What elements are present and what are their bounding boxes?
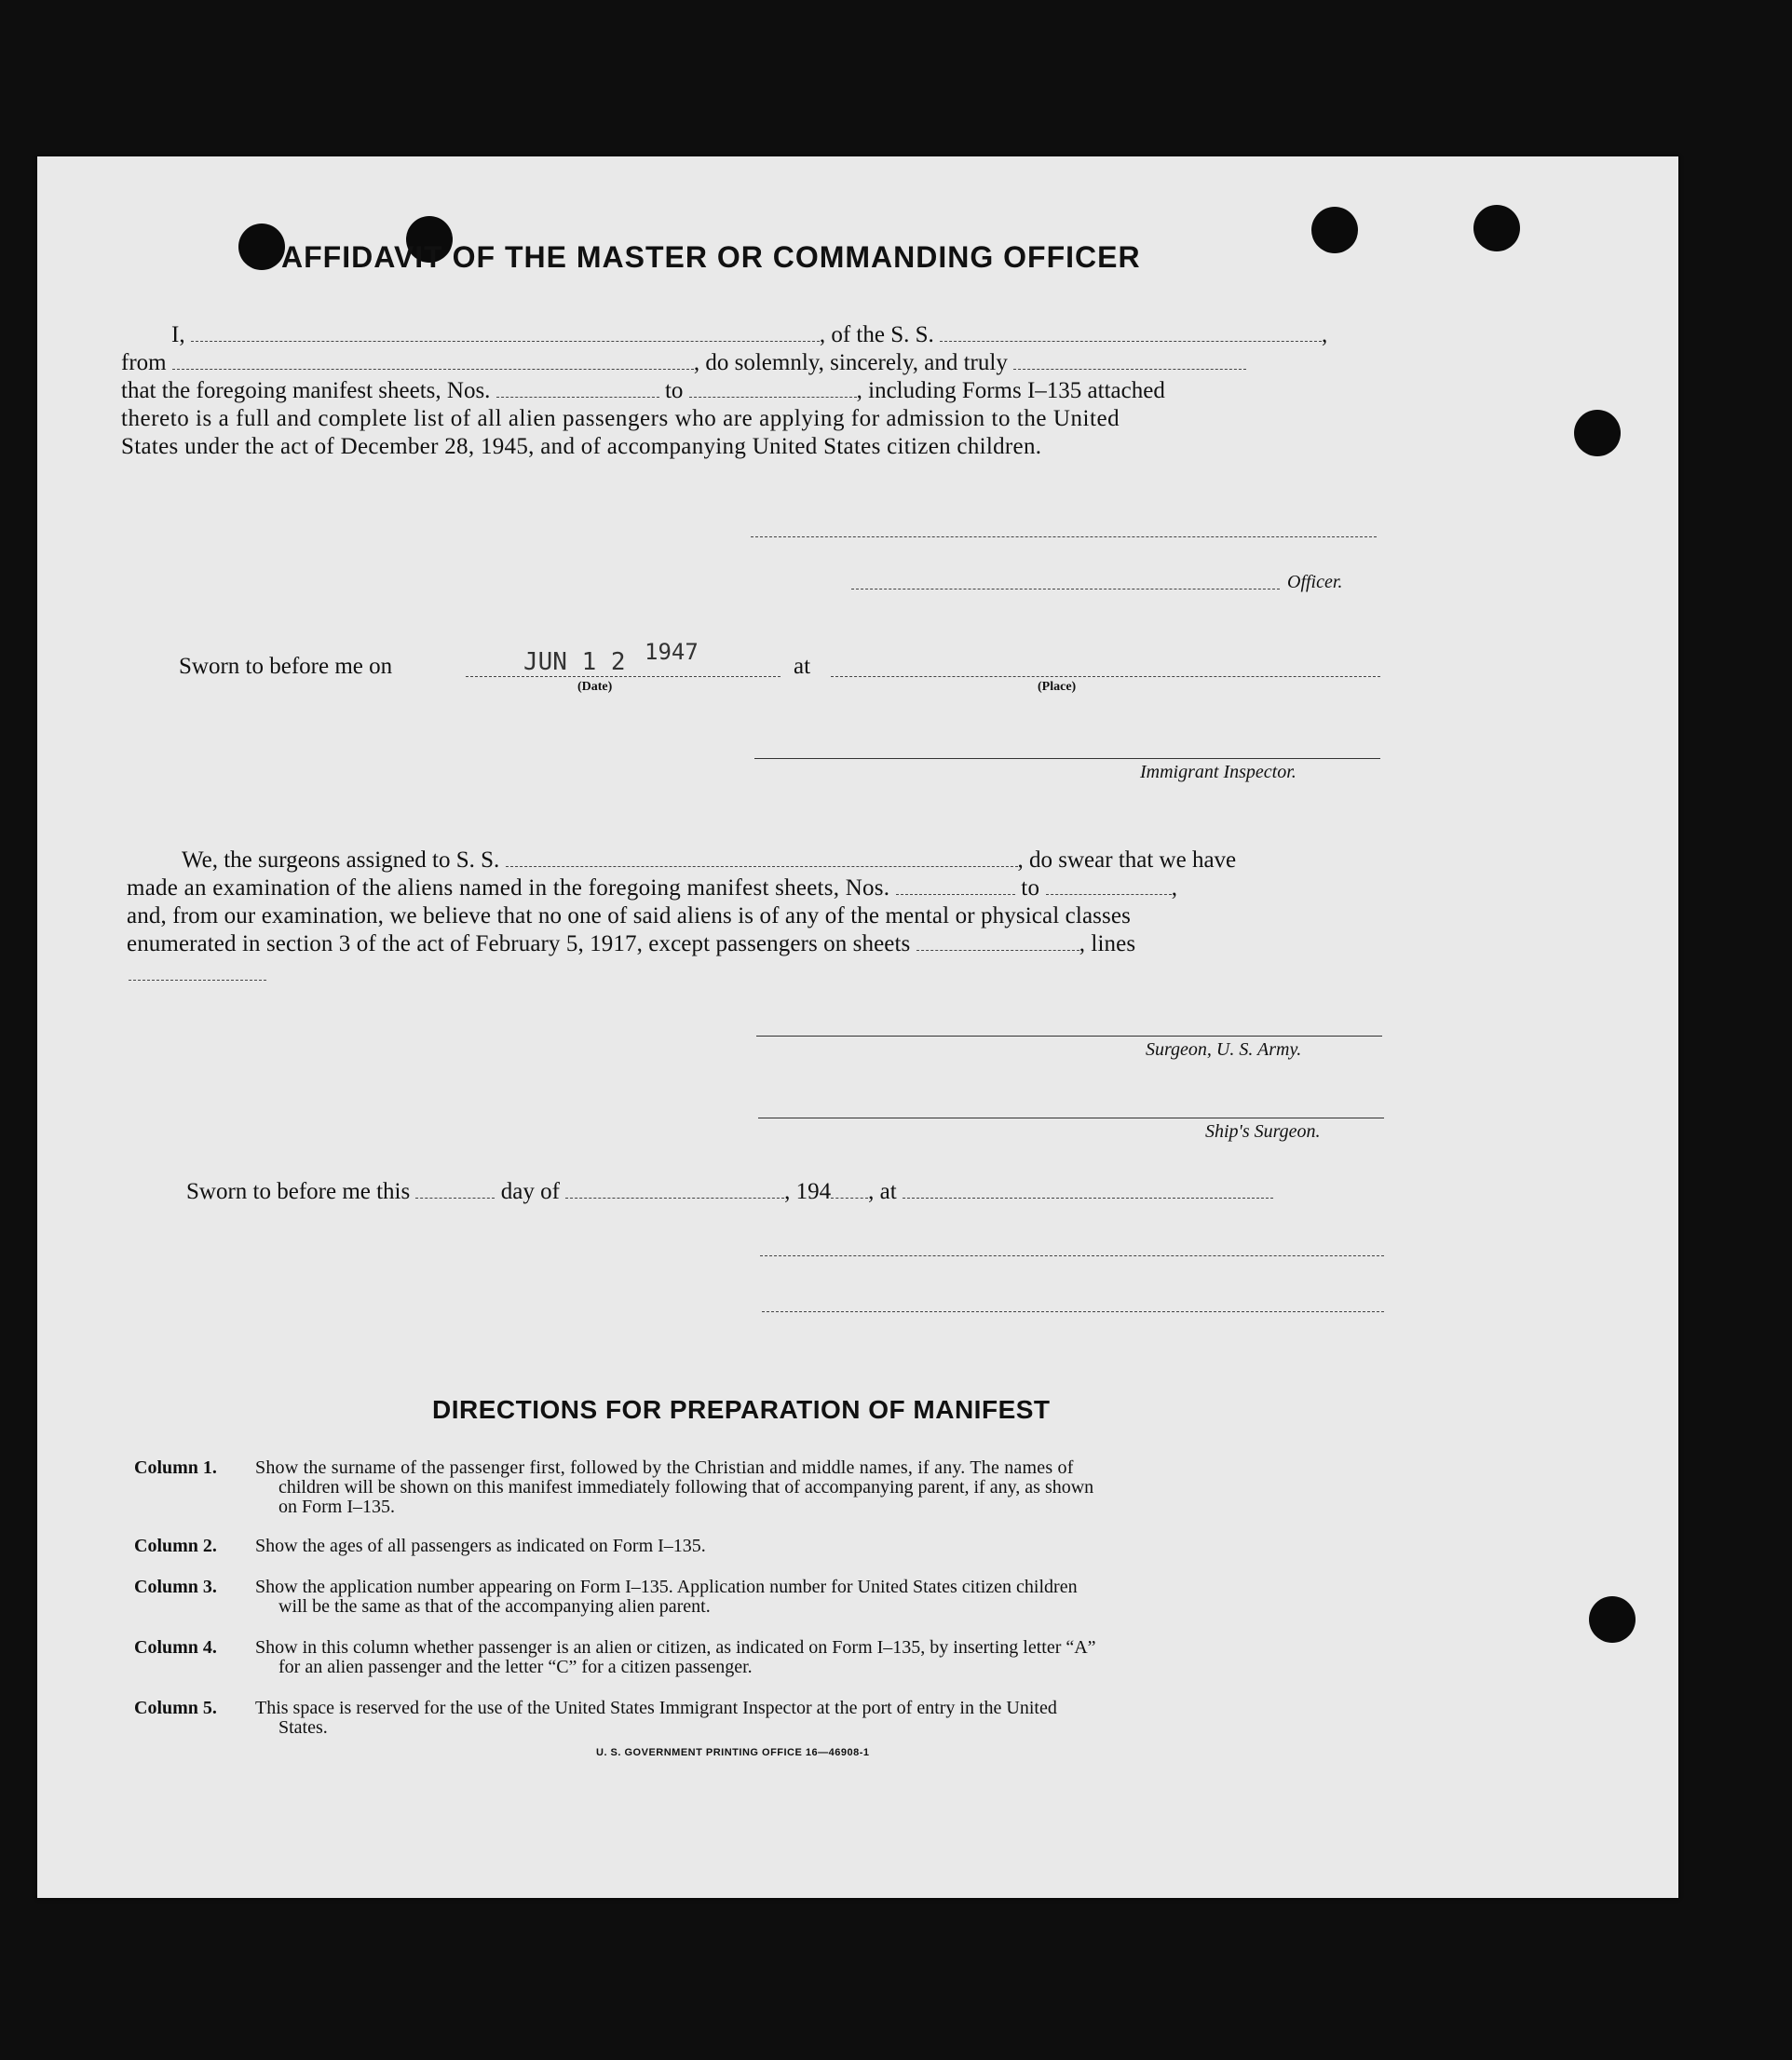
signature-line[interactable] bbox=[754, 758, 1380, 759]
punch-hole bbox=[1473, 205, 1520, 251]
text: made an examination of the aliens named in the foregoing manifest sheets, Nos. bbox=[127, 875, 890, 901]
affidavit-title: AFFIDAVIT OF THE MASTER OR COMMANDING OFFICER bbox=[281, 240, 1141, 274]
text: , do swear that we have bbox=[1017, 847, 1237, 873]
at-text: at bbox=[794, 654, 811, 679]
place-field[interactable] bbox=[831, 676, 1380, 677]
sworn-2-line bbox=[186, 1179, 1273, 1205]
affidavit-line-2 bbox=[121, 350, 1246, 376]
text: from bbox=[121, 350, 167, 375]
officer-label: Officer. bbox=[1287, 572, 1343, 592]
army-surgeon-label: Surgeon, U. S. Army. bbox=[1146, 1039, 1302, 1060]
signature-line[interactable] bbox=[851, 589, 1280, 590]
text: on Form I–135. bbox=[278, 1497, 395, 1517]
text: , do solemnly, sincerely, and truly bbox=[693, 350, 1008, 375]
text: , 194 bbox=[784, 1179, 832, 1204]
surgeons-line-2 bbox=[127, 875, 1177, 901]
oath-field[interactable] bbox=[1013, 368, 1246, 370]
text: will be the same as that of the accompanying alien parent. bbox=[278, 1596, 711, 1617]
surgeons-line-1 bbox=[182, 847, 1236, 874]
text: day of bbox=[500, 1179, 560, 1204]
text: Show the ages of all passengers as indicated on Form I–135. bbox=[255, 1536, 706, 1556]
text: Show the surname of the passenger first, followed by the Christian and middle names, if any. The names of bbox=[255, 1457, 1074, 1478]
sworn-place-field[interactable] bbox=[903, 1197, 1273, 1199]
text: , of the S. S. bbox=[819, 322, 934, 347]
ship-surgeon-label: Ship's Surgeon. bbox=[1205, 1121, 1321, 1142]
text: , lines bbox=[1079, 931, 1136, 956]
signature-line[interactable] bbox=[762, 1311, 1384, 1312]
text: , including Forms I–135 attached bbox=[856, 378, 1165, 403]
ship-name-field[interactable] bbox=[940, 340, 1322, 342]
text: that the foregoing manifest sheets, Nos. bbox=[121, 378, 491, 403]
text: Show the application number appearing on Form I–135. Application number for United States citizen children bbox=[255, 1577, 1078, 1597]
signature-line[interactable] bbox=[756, 1036, 1382, 1037]
exam-sheet-to-field[interactable] bbox=[1046, 893, 1172, 895]
month-field[interactable] bbox=[565, 1197, 784, 1199]
text: States. bbox=[278, 1717, 328, 1738]
inspector-label: Immigrant Inspector. bbox=[1140, 762, 1296, 782]
year-field[interactable] bbox=[831, 1197, 868, 1199]
text: enumerated in section 3 of the act of February 5, 1917, except passengers on sheets bbox=[127, 931, 911, 956]
surgeons-ship-field[interactable] bbox=[506, 865, 1018, 867]
sworn-text: Sworn to before me on bbox=[179, 654, 393, 679]
sheet-to-field[interactable] bbox=[689, 396, 857, 398]
date-label: (Date) bbox=[577, 680, 613, 694]
from-port-field[interactable] bbox=[172, 368, 694, 370]
text: This space is reserved for the use of the United States Immigrant Inspector at the port of entry in the United bbox=[255, 1698, 1057, 1718]
affidavit-line-4: thereto is a full and complete list of all alien passengers who are applying for admission to the United bbox=[121, 406, 1120, 431]
date-stamp: JUN 1 2 bbox=[523, 648, 626, 676]
master-name-field[interactable] bbox=[191, 340, 820, 342]
date-field[interactable] bbox=[466, 676, 781, 677]
surgeons-line-3: and, from our examination, we believe that no one of said aliens is of any of the mental or physical classes bbox=[127, 903, 1131, 928]
text: , bbox=[1171, 875, 1178, 901]
column-label: Column 5. bbox=[134, 1698, 217, 1718]
affidavit-line-5: States under the act of December 28, 1945, and of accompanying United States citizen children. bbox=[121, 434, 1042, 459]
text: Sworn to before me this bbox=[186, 1179, 411, 1204]
column-label: Column 1. bbox=[134, 1457, 217, 1478]
text: I, bbox=[171, 322, 185, 347]
punch-hole bbox=[1589, 1596, 1636, 1643]
text: Show in this column whether passenger is an alien or citizen, as indicated on Form I–135, by inserting letter “A” bbox=[255, 1637, 1096, 1658]
punch-hole bbox=[1311, 207, 1358, 253]
form-page bbox=[37, 156, 1678, 1898]
column-label: Column 3. bbox=[134, 1577, 217, 1597]
text: to bbox=[664, 378, 684, 403]
sheet-from-field[interactable] bbox=[496, 396, 659, 398]
printing-office-footer: U. S. GOVERNMENT PRINTING OFFICE 16—46908-1 bbox=[596, 1747, 870, 1758]
text: We, the surgeons assigned to S. S. bbox=[182, 847, 500, 873]
affidavit-line-3 bbox=[121, 378, 1165, 404]
signature-line[interactable] bbox=[760, 1255, 1384, 1256]
exam-sheet-from-field[interactable] bbox=[896, 893, 1015, 895]
column-label: Column 2. bbox=[134, 1536, 217, 1556]
text: , at bbox=[868, 1179, 897, 1204]
except-sheets-field[interactable] bbox=[916, 949, 1079, 951]
column-text bbox=[255, 1638, 1373, 1677]
day-field[interactable] bbox=[415, 1197, 495, 1199]
column-text bbox=[255, 1578, 1373, 1617]
column-label: Column 4. bbox=[134, 1637, 217, 1658]
column-text bbox=[255, 1458, 1373, 1517]
signature-line[interactable] bbox=[751, 536, 1377, 537]
text: to bbox=[1021, 875, 1040, 901]
punch-hole bbox=[1574, 410, 1621, 456]
text: children will be shown on this manifest immediately following that of accompanying parent, if any, as shown bbox=[278, 1477, 1094, 1498]
affidavit-line-1: I, , of the S. S. , bbox=[171, 322, 1328, 347]
text: for an alien passenger and the letter “C” for a citizen passenger. bbox=[278, 1657, 753, 1677]
surgeons-line-4 bbox=[127, 931, 1135, 957]
directions-title: DIRECTIONS FOR PREPARATION OF MANIFEST bbox=[432, 1395, 1051, 1424]
column-text bbox=[255, 1537, 1373, 1556]
punch-hole bbox=[238, 224, 285, 270]
place-label: (Place) bbox=[1038, 680, 1077, 694]
date-stamp-year: 1947 bbox=[645, 639, 699, 665]
lines-field[interactable] bbox=[129, 980, 266, 981]
column-text bbox=[255, 1699, 1373, 1738]
